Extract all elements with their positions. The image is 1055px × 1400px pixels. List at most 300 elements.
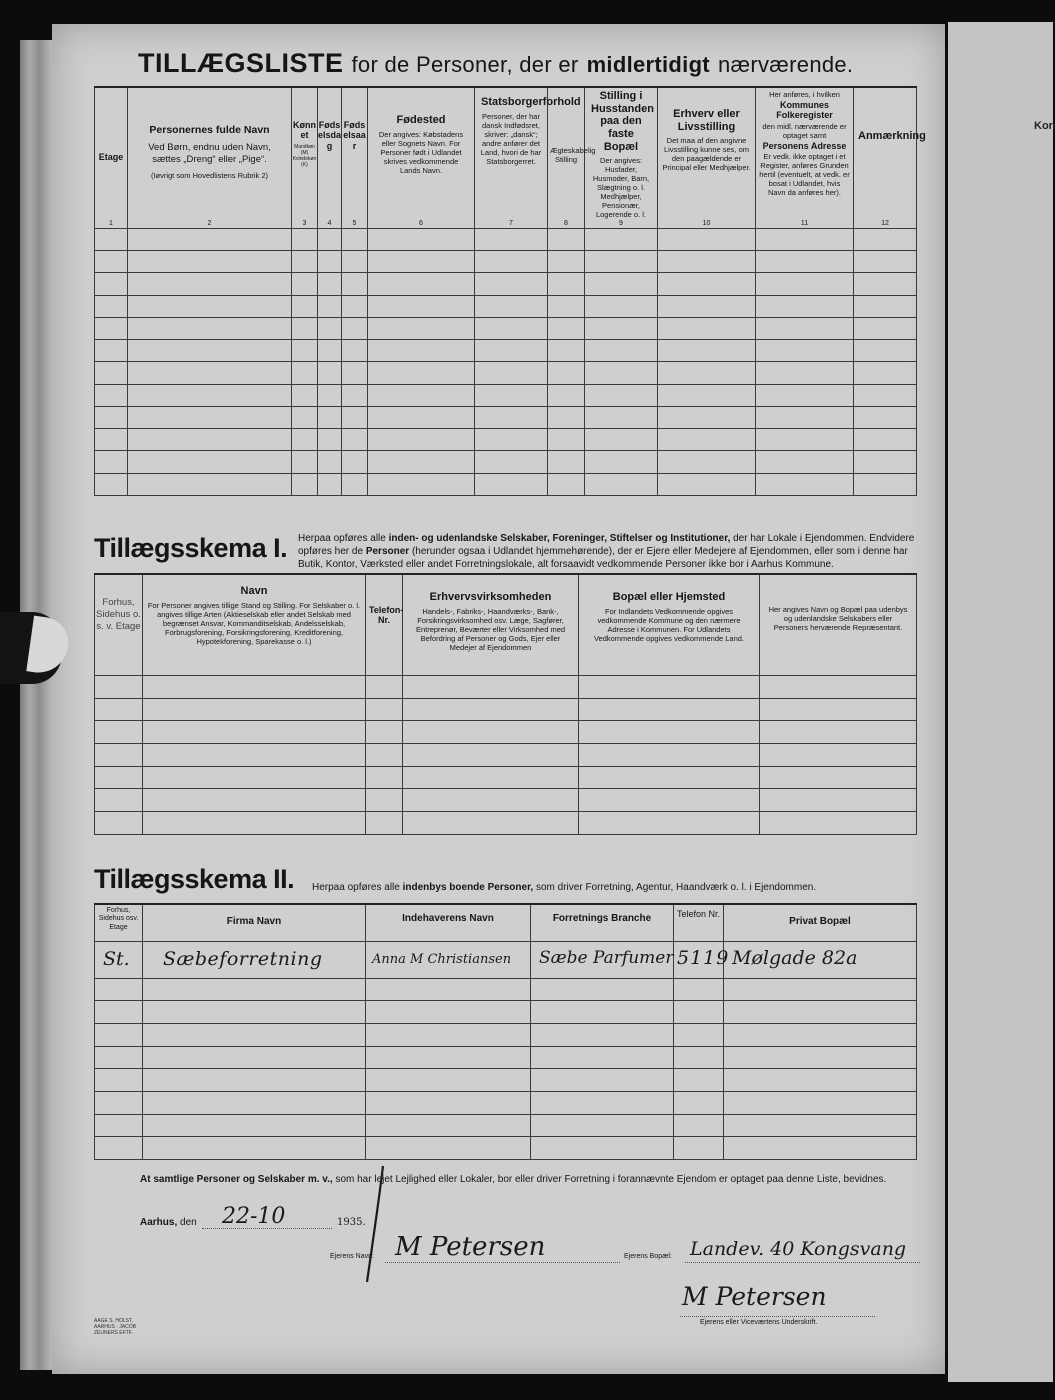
cell[interactable] <box>579 766 760 789</box>
cell[interactable] <box>292 317 318 339</box>
cell[interactable] <box>403 812 579 835</box>
cell[interactable] <box>579 698 760 721</box>
cell[interactable] <box>403 698 579 721</box>
cell[interactable] <box>531 1114 674 1137</box>
cell[interactable] <box>548 228 585 250</box>
col-folkeregister-pre: Her anføres, i hvilken <box>769 90 840 99</box>
cell[interactable] <box>292 362 318 384</box>
skema2-col-branche <box>531 904 674 941</box>
cell[interactable] <box>585 451 658 473</box>
cell[interactable] <box>531 941 674 978</box>
cell[interactable] <box>368 317 475 339</box>
cell[interactable] <box>95 273 128 295</box>
cell[interactable] <box>143 812 366 835</box>
cell[interactable] <box>318 340 342 362</box>
cell[interactable] <box>143 744 366 767</box>
cell[interactable] <box>475 228 548 250</box>
table-row <box>95 250 917 272</box>
cell[interactable] <box>658 340 756 362</box>
cell[interactable] <box>366 1001 531 1024</box>
cell[interactable] <box>854 317 917 339</box>
cell[interactable] <box>475 340 548 362</box>
cell[interactable] <box>128 340 292 362</box>
cell[interactable] <box>95 384 128 406</box>
cell[interactable] <box>724 1114 917 1137</box>
cell[interactable] <box>143 1069 366 1092</box>
table-row <box>95 1114 917 1137</box>
cell[interactable] <box>756 273 854 295</box>
cell[interactable] <box>366 941 531 978</box>
col-num-10: 10 <box>702 219 711 227</box>
cell[interactable] <box>366 744 403 767</box>
cell[interactable] <box>475 473 548 495</box>
cell[interactable] <box>95 766 143 789</box>
cell[interactable] <box>579 812 760 835</box>
cell[interactable] <box>475 362 548 384</box>
cell[interactable] <box>366 1137 531 1160</box>
cell[interactable] <box>760 744 917 767</box>
cell[interactable] <box>724 941 917 978</box>
col-num-12: 12 <box>881 219 889 227</box>
entry-firma: Sæbeforretning <box>163 947 323 970</box>
cell[interactable] <box>318 317 342 339</box>
cell[interactable] <box>854 273 917 295</box>
cell[interactable] <box>548 384 585 406</box>
cell[interactable] <box>760 789 917 812</box>
cell[interactable] <box>585 384 658 406</box>
col-anmaerkning-label: Anmærkning <box>858 130 926 142</box>
cell[interactable] <box>854 362 917 384</box>
cell[interactable] <box>366 1069 531 1092</box>
skema2-table <box>94 903 917 1160</box>
cell[interactable] <box>531 1023 674 1046</box>
col-etage-label: Etage <box>98 152 124 162</box>
cell[interactable] <box>658 250 756 272</box>
cell[interactable] <box>724 1001 917 1024</box>
cell[interactable] <box>342 250 368 272</box>
cell[interactable] <box>368 384 475 406</box>
cell[interactable] <box>674 1046 724 1069</box>
cell[interactable] <box>658 317 756 339</box>
cell[interactable] <box>95 429 128 451</box>
cell[interactable] <box>531 1069 674 1092</box>
cell[interactable] <box>366 812 403 835</box>
cell[interactable] <box>128 473 292 495</box>
col-koen-sub: Mandkøn (M) Kvindekøn (K) <box>292 143 317 168</box>
skema1-description <box>298 532 918 571</box>
cell[interactable] <box>292 340 318 362</box>
owner-name-underline <box>385 1262 620 1263</box>
cell[interactable] <box>318 384 342 406</box>
cell[interactable] <box>368 406 475 428</box>
cell[interactable] <box>585 317 658 339</box>
cell[interactable] <box>143 978 366 1001</box>
skema2-col-indehaver-label: Indehaverens Navn <box>402 913 494 924</box>
skema2-col-telefon <box>674 904 724 941</box>
cell[interactable] <box>292 384 318 406</box>
col-erhverv-label: Erhverv eller Livsstilling <box>673 108 740 133</box>
cell[interactable] <box>756 250 854 272</box>
cell[interactable] <box>342 406 368 428</box>
table-row <box>95 1069 917 1092</box>
cell[interactable] <box>548 295 585 317</box>
col-foedested-header <box>368 87 475 228</box>
cell[interactable] <box>318 451 342 473</box>
year-label: 1935. <box>337 1217 366 1228</box>
cell[interactable] <box>368 228 475 250</box>
cell[interactable] <box>342 295 368 317</box>
skema2-col-telefon-label: Telefon Nr. <box>676 909 721 919</box>
cell[interactable] <box>95 789 143 812</box>
cell[interactable] <box>292 250 318 272</box>
cell[interactable] <box>368 295 475 317</box>
cell[interactable] <box>548 451 585 473</box>
cell[interactable] <box>724 978 917 1001</box>
skema1-col-erhverv <box>403 574 579 675</box>
table-row <box>95 340 917 362</box>
cell[interactable] <box>756 340 854 362</box>
cell[interactable] <box>342 340 368 362</box>
cell[interactable] <box>143 1137 366 1160</box>
cell[interactable] <box>531 1137 674 1160</box>
cell[interactable] <box>128 406 292 428</box>
cell[interactable] <box>95 362 128 384</box>
cell[interactable] <box>756 473 854 495</box>
cell[interactable] <box>531 1001 674 1024</box>
skema1-col-etage-label: Forhus, Sidehus o. s. v. Etage <box>96 597 141 632</box>
cell[interactable] <box>475 406 548 428</box>
cell[interactable] <box>292 473 318 495</box>
cell[interactable] <box>318 273 342 295</box>
cell[interactable] <box>756 451 854 473</box>
cell[interactable] <box>342 317 368 339</box>
cell[interactable] <box>95 317 128 339</box>
cell[interactable] <box>366 766 403 789</box>
cell[interactable] <box>756 384 854 406</box>
skema1-title: Tillægsskema I. <box>94 533 288 563</box>
statement-text: som har lejet Lejlighed eller Lokaler, bor eller driver Forretning i forannævnte Ejendom er optaget paa denne Liste, bevidnes. <box>335 1174 887 1185</box>
cell[interactable] <box>585 295 658 317</box>
cell[interactable] <box>95 1046 143 1069</box>
cell[interactable] <box>585 250 658 272</box>
cell[interactable] <box>531 1091 674 1114</box>
cell[interactable] <box>95 1091 143 1114</box>
cell[interactable] <box>579 675 760 698</box>
table-row <box>95 228 917 250</box>
cell[interactable] <box>475 384 548 406</box>
cell[interactable] <box>366 675 403 698</box>
cell[interactable] <box>292 295 318 317</box>
cell[interactable] <box>475 250 548 272</box>
cell[interactable] <box>760 675 917 698</box>
cell[interactable] <box>128 384 292 406</box>
cell[interactable] <box>724 1091 917 1114</box>
cell[interactable] <box>128 362 292 384</box>
cell[interactable] <box>579 721 760 744</box>
table-row <box>95 1137 917 1160</box>
table-row <box>95 384 917 406</box>
cell[interactable] <box>95 406 128 428</box>
cell[interactable] <box>143 698 366 721</box>
skema1-col-repraesentant-label: Her angives Navn og Bopæl paa udenbys og udenlandske Selskabers eller Personers herværende Repræsentant. <box>768 605 908 632</box>
cell[interactable] <box>342 228 368 250</box>
cell[interactable] <box>756 429 854 451</box>
cell[interactable] <box>143 675 366 698</box>
cell[interactable] <box>318 406 342 428</box>
cell[interactable] <box>756 228 854 250</box>
cell[interactable] <box>128 228 292 250</box>
cell[interactable] <box>475 429 548 451</box>
cell[interactable] <box>756 362 854 384</box>
skema1-col-etage <box>95 574 143 675</box>
cell[interactable] <box>318 362 342 384</box>
cell[interactable] <box>854 384 917 406</box>
cell[interactable] <box>579 789 760 812</box>
owner-address-entry: Landev. 40 Kongsvang <box>690 1238 907 1260</box>
entry-indehaver: Anna M Christiansen <box>372 951 512 967</box>
cell[interactable] <box>292 406 318 428</box>
cell[interactable] <box>143 941 366 978</box>
cell[interactable] <box>658 429 756 451</box>
cell[interactable] <box>95 1137 143 1160</box>
cell[interactable] <box>854 295 917 317</box>
cell[interactable] <box>658 295 756 317</box>
cell[interactable] <box>548 250 585 272</box>
cell[interactable] <box>95 675 143 698</box>
cell[interactable] <box>403 675 579 698</box>
cell[interactable] <box>674 1137 724 1160</box>
cell[interactable] <box>756 317 854 339</box>
cell[interactable] <box>95 744 143 767</box>
col-foedselsaar-label: Fødselsaar <box>343 120 366 151</box>
cell[interactable] <box>143 1046 366 1069</box>
table-row <box>95 451 917 473</box>
cell[interactable] <box>366 1114 531 1137</box>
col-num-5: 5 <box>352 219 357 227</box>
cell[interactable] <box>292 451 318 473</box>
col-aegteskab-header <box>548 87 596 228</box>
cell[interactable] <box>318 295 342 317</box>
cell[interactable] <box>292 273 318 295</box>
cell[interactable] <box>475 451 548 473</box>
col-foedselsdag-header <box>318 87 342 228</box>
skema2-col-bopael <box>724 904 917 941</box>
cell[interactable] <box>143 1023 366 1046</box>
cell[interactable] <box>342 273 368 295</box>
cell[interactable] <box>854 250 917 272</box>
attestation-statement <box>140 1174 920 1185</box>
cell[interactable] <box>724 1023 917 1046</box>
owner-name-label: Ejerens Navn: <box>330 1253 374 1260</box>
cell[interactable] <box>548 473 585 495</box>
cell[interactable] <box>128 273 292 295</box>
cell[interactable] <box>579 744 760 767</box>
cell[interactable] <box>403 721 579 744</box>
cell[interactable] <box>475 317 548 339</box>
cell[interactable] <box>760 721 917 744</box>
cell[interactable] <box>854 473 917 495</box>
cell[interactable] <box>368 273 475 295</box>
cell[interactable] <box>760 698 917 721</box>
cell[interactable] <box>760 766 917 789</box>
cell[interactable] <box>531 978 674 1001</box>
cell[interactable] <box>368 362 475 384</box>
cell[interactable] <box>95 250 128 272</box>
cell[interactable] <box>854 451 917 473</box>
skema2-desc-1: Herpaa opføres alle <box>312 882 400 893</box>
entry-branche: Sæbe Parfumer <box>539 947 674 968</box>
cell[interactable] <box>658 406 756 428</box>
cell[interactable] <box>475 295 548 317</box>
cell[interactable] <box>854 340 917 362</box>
cell[interactable] <box>95 1069 143 1092</box>
cell[interactable] <box>143 721 366 744</box>
cell[interactable] <box>585 340 658 362</box>
cell[interactable] <box>95 1023 143 1046</box>
cell[interactable] <box>368 451 475 473</box>
cell[interactable] <box>128 317 292 339</box>
cell[interactable] <box>342 384 368 406</box>
cell[interactable] <box>318 429 342 451</box>
col-stilling-sub: Der angives: Husfader, Husmoder, Barn, Slægtning o. l. Medhjælper, Pensionær, Logerende o. l. <box>592 156 650 220</box>
cell[interactable] <box>548 362 585 384</box>
cell[interactable] <box>366 1046 531 1069</box>
signature-entry: M Petersen <box>682 1282 827 1311</box>
cell[interactable] <box>760 812 917 835</box>
cell[interactable] <box>403 789 579 812</box>
cell[interactable] <box>585 429 658 451</box>
cell[interactable] <box>368 473 475 495</box>
cell[interactable] <box>95 340 128 362</box>
cell[interactable] <box>854 228 917 250</box>
cell[interactable] <box>724 1137 917 1160</box>
skema2-col-branche-label: Forretnings Branche <box>552 913 652 924</box>
cell[interactable] <box>548 406 585 428</box>
cell[interactable] <box>366 1023 531 1046</box>
cell[interactable] <box>292 429 318 451</box>
cell[interactable] <box>854 406 917 428</box>
skema1-col-erhverv-label: Erhvervsvirksomheden <box>429 591 552 603</box>
cell[interactable] <box>366 978 531 1001</box>
cell[interactable] <box>658 451 756 473</box>
skema1-col-telefon-label: Telefon-Nr. <box>369 605 404 626</box>
cell[interactable] <box>95 295 128 317</box>
cell[interactable] <box>342 362 368 384</box>
cell[interactable] <box>658 473 756 495</box>
title-rest-2: nærværende. <box>717 52 854 77</box>
city-label: Aarhus, <box>140 1217 178 1228</box>
cell[interactable] <box>128 295 292 317</box>
cell[interactable] <box>531 1046 674 1069</box>
cell[interactable] <box>95 812 143 835</box>
cell[interactable] <box>585 273 658 295</box>
cell[interactable] <box>95 1114 143 1137</box>
cell[interactable] <box>548 429 585 451</box>
cell[interactable] <box>366 1091 531 1114</box>
cell[interactable] <box>366 698 403 721</box>
cell[interactable] <box>95 451 128 473</box>
cell[interactable] <box>318 228 342 250</box>
cell[interactable] <box>342 473 368 495</box>
cell[interactable] <box>95 228 128 250</box>
cell[interactable] <box>674 1001 724 1024</box>
cell[interactable] <box>128 250 292 272</box>
cell[interactable] <box>658 362 756 384</box>
cell[interactable] <box>95 721 143 744</box>
col-aegteskab-label: Ægteskabelig Stilling <box>550 146 596 164</box>
cell[interactable] <box>658 228 756 250</box>
cell[interactable] <box>674 1023 724 1046</box>
cell[interactable] <box>143 1091 366 1114</box>
owner-address-label: Ejerens Bopæl: <box>624 1253 672 1260</box>
cell[interactable] <box>143 1114 366 1137</box>
cell[interactable] <box>724 1069 917 1092</box>
cell[interactable] <box>95 941 143 978</box>
cell[interactable] <box>475 273 548 295</box>
col-foedselsdag-label: Fødselsdag <box>318 120 342 151</box>
cell[interactable] <box>585 228 658 250</box>
entry-telefon: 5119 <box>677 946 730 969</box>
cell[interactable] <box>128 429 292 451</box>
cell[interactable] <box>548 340 585 362</box>
col-foedested-sub: Der angives: Købstadens eller Sognets Navn. For Personer født i Udlandet skrives vedkommende Lands Navn. <box>378 129 464 175</box>
cell[interactable] <box>368 250 475 272</box>
cell[interactable] <box>403 744 579 767</box>
cell[interactable] <box>674 1091 724 1114</box>
cell[interactable] <box>548 273 585 295</box>
cell[interactable] <box>585 362 658 384</box>
cell[interactable] <box>366 721 403 744</box>
cell[interactable] <box>403 766 579 789</box>
cell[interactable] <box>342 451 368 473</box>
owner-name-entry: M Petersen <box>395 1232 546 1262</box>
cell[interactable] <box>95 978 143 1001</box>
cell[interactable] <box>585 473 658 495</box>
cell[interactable] <box>674 978 724 1001</box>
table-row <box>95 941 917 978</box>
cell[interactable] <box>368 429 475 451</box>
cell[interactable] <box>548 317 585 339</box>
cell[interactable] <box>854 429 917 451</box>
cell[interactable] <box>318 250 342 272</box>
cell[interactable] <box>658 273 756 295</box>
col-navn-note: (Iøvrigt som Hovedlistens Rubrik 2) <box>150 170 269 180</box>
cell[interactable] <box>368 340 475 362</box>
cell[interactable] <box>292 228 318 250</box>
cell[interactable] <box>128 451 292 473</box>
cell[interactable] <box>143 789 366 812</box>
cell[interactable] <box>143 766 366 789</box>
cell[interactable] <box>342 429 368 451</box>
cell[interactable] <box>674 1069 724 1092</box>
cell[interactable] <box>318 473 342 495</box>
cell[interactable] <box>674 941 730 978</box>
cell[interactable] <box>143 1001 366 1024</box>
printer-mark: AAGE S. HOLST, AARHUS · JACOB ZEUNERS EFTF. <box>94 1318 136 1336</box>
table-row <box>95 812 917 835</box>
cell[interactable] <box>756 406 854 428</box>
cell[interactable] <box>95 473 128 495</box>
cell[interactable] <box>658 384 756 406</box>
cell[interactable] <box>674 1114 724 1137</box>
cell[interactable] <box>95 1001 143 1024</box>
cell[interactable] <box>95 698 143 721</box>
cell[interactable] <box>724 1046 917 1069</box>
cell[interactable] <box>585 406 658 428</box>
tillaegsliste-table <box>94 86 926 496</box>
cell[interactable] <box>756 295 854 317</box>
cell[interactable] <box>366 789 403 812</box>
